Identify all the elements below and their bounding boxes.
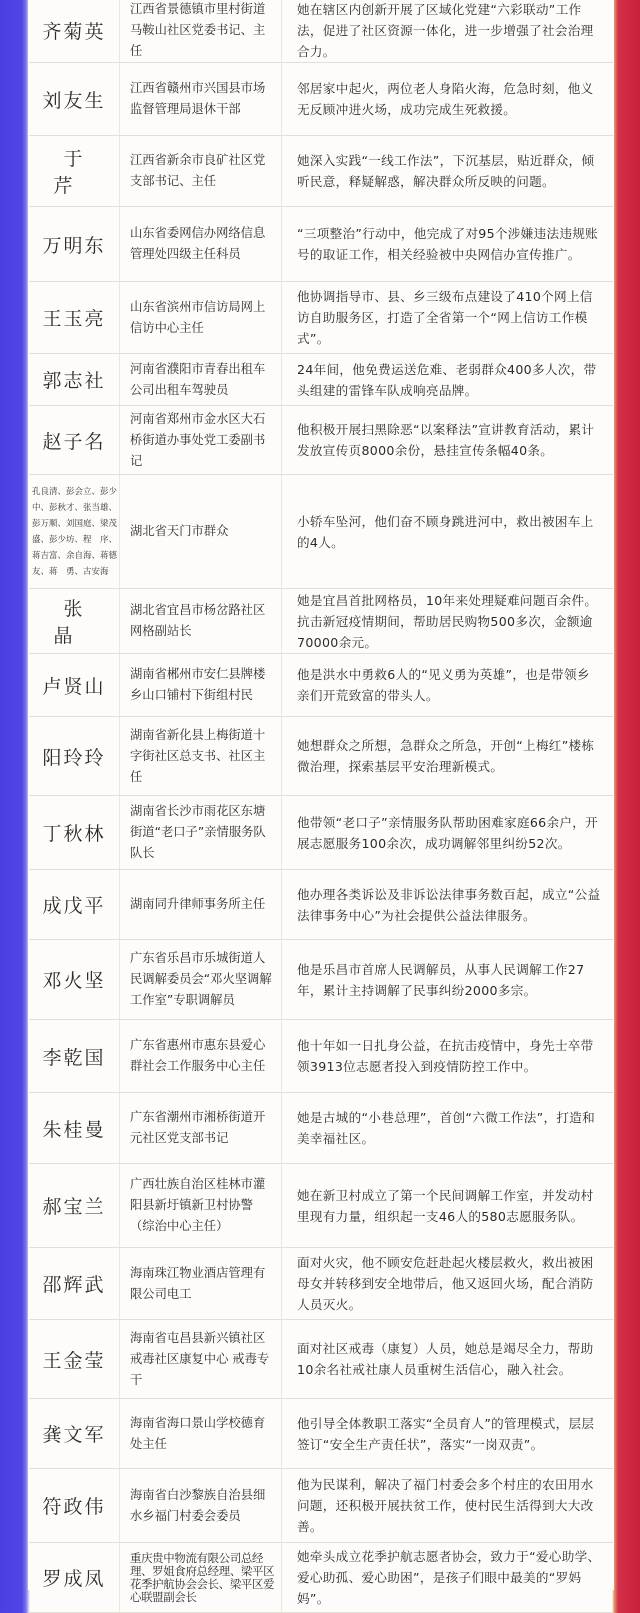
unit-title-cell: 海南省海口景山学校德育处主任: [120, 1399, 282, 1469]
unit-title-cell: 湖南省新化县上梅街道十字街社区总支书、社区主任: [120, 717, 282, 796]
deed-description-cell: “三项整治”行动中，他完成了对95个涉嫌违法违规账号的取证工作，相关经验被中央网信办宣传推广。: [282, 207, 614, 282]
unit-title-cell: 海南省白沙黎族自治县细水乡福门村委会委员: [120, 1469, 282, 1543]
deed-description-cell: 她想群众之所想，急群众之所急，开创“上梅红”楼栋微治理，探索基层平安治理新模式。: [282, 717, 614, 796]
table-row: [29, 406, 613, 475]
name-cell: 龚文军: [29, 1399, 120, 1469]
unit-title-cell: 湖南省郴州市安仁县牌楼乡山口铺村下街组村民: [120, 654, 282, 717]
unit-title-cell: 江西省新余市良矿社区党支部书记、主任: [120, 136, 282, 207]
table-row: [29, 1093, 613, 1164]
name-cell: 张晶: [29, 589, 120, 654]
deed-description-cell: 他积极开展扫黑除恶“以案释法”宣讲教育活动，累计发放宣传页8000余份，悬挂宣传条幅40条。: [282, 406, 614, 475]
table-row: [29, 1164, 613, 1248]
table-row: [29, 1469, 613, 1543]
table-row: [29, 1320, 613, 1399]
name-cell: 万明东: [29, 207, 120, 282]
name-cell: 符政伟: [29, 1469, 120, 1543]
unit-title-cell: 山东省滨州市信访局网上信访中心主任: [120, 282, 282, 354]
deed-description-cell: 他协调指导市、县、乡三级布点建设了410个网上信访自助服务区，打造了全省第一个“网上信访工作模式”。: [282, 282, 614, 354]
unit-title-cell: 湖北省天门市群众: [120, 475, 282, 589]
table-row: [29, 589, 613, 654]
deed-description-cell: 她在新卫村成立了第一个民间调解工作室，并发动村里现有力量，组织起一支46人的580志愿服务队。: [282, 1164, 614, 1248]
unit-title-cell: 广东省惠州市惠东县爱心群社会工作服务中心主任: [120, 1020, 282, 1093]
table-row: [29, 1543, 613, 1613]
deed-description-cell: 24年间，他免费运送危难、老弱群众400多人次，带头组建的雷锋车队成响亮品牌。: [282, 354, 614, 406]
table-row: [29, 0, 613, 63]
unit-title-cell: 海南珠江物业酒店管理有限公司电工: [120, 1248, 282, 1320]
table-row: [29, 717, 613, 796]
table-row: [29, 1020, 613, 1093]
name-cell: 王玉亮: [29, 282, 120, 354]
name-cell: 齐菊英: [29, 0, 120, 63]
deed-description-cell: 她是古城的“小巷总理”，首创“六微工作法”，打造和美幸福社区。: [282, 1093, 614, 1164]
name-cell: 朱桂曼: [29, 1093, 120, 1164]
deed-description-cell: 他十年如一日扎身公益，在抗击疫情中，身先士卒带领3913位志愿者投入到疫情防控工作中。: [282, 1020, 614, 1093]
name-cell: 丁秋林: [29, 796, 120, 870]
name-cell: 邓火坚: [29, 940, 120, 1020]
table-row: [29, 207, 613, 282]
honor-roll-table: [29, 0, 613, 1613]
deed-description-cell: 他引导全体教职工落实“全员育人”的管理模式，层层签订“安全生产责任状”，落实“一岗双责”。: [282, 1399, 614, 1469]
name-cell: 卢贤山: [29, 654, 120, 717]
unit-title-cell: 广东省乐昌市乐城街道人民调解委员会“邓火坚调解工作室”专职调解员: [120, 940, 282, 1020]
deed-description-cell: 他为民谋利，解决了福门村委会多个村庄的农田用水问题，还积极开展扶贫工作，使村民生活得到大大改善。: [282, 1469, 614, 1543]
deed-description-cell: 他带领“老口子”亲情服务队帮助困难家庭66余户，开展志愿服务100余次，成功调解邻里纠纷52次。: [282, 796, 614, 870]
name-cell: 成戊平: [29, 870, 120, 940]
deed-description-cell: 小轿车坠河，他们奋不顾身跳进河中，救出被困车上的4人。: [282, 475, 614, 589]
name-cell: 邵辉武: [29, 1248, 120, 1320]
deed-description-cell: 面对火灾，他不顾安危赶赴起火楼层救火，救出被困母女并转移到安全地带后，他又返回火场，配合消防人员灭火。: [282, 1248, 614, 1320]
deed-description-cell: 邻居家中起火，两位老人身陷火海，危急时刻，他义无反顾冲进火场，成功完成生死救援。: [282, 63, 614, 136]
name-cell: 王金莹: [29, 1320, 120, 1399]
name-cell: 郝宝兰: [29, 1164, 120, 1248]
name-cell: 赵子名: [29, 406, 120, 475]
unit-title-cell: 海南省屯昌县新兴镇社区戒毒社区康复中心 戒毒专干: [120, 1320, 282, 1399]
table-row: [29, 940, 613, 1020]
table-row: [29, 796, 613, 870]
name-cell: 于芹: [29, 136, 120, 207]
unit-title-cell: 山东省委网信办网络信息管理处四级主任科员: [120, 207, 282, 282]
table-row: [29, 354, 613, 406]
deed-description-cell: 他是乐昌市首席人民调解员，从事人民调解工作27年，累计主持调解了民事纠纷2000多宗。: [282, 940, 614, 1020]
unit-title-cell: 湖南省长沙市雨花区东塘街道“老口子”亲情服务队队长: [120, 796, 282, 870]
unit-title-cell: 湖南同升律师事务所主任: [120, 870, 282, 940]
name-cell: 罗成凤: [29, 1543, 120, 1613]
deed-description-cell: 她牵头成立花季护航志愿者协会，致力于“爱心助学、爱心助孤、爱心助困”，是孩子们眼中最美的“罗妈妈”。: [282, 1543, 614, 1613]
deed-description-cell: 她深入实践“一线工作法”，下沉基层，贴近群众，倾听民意，释疑解惑，解决群众所反映的问题。: [282, 136, 614, 207]
deed-description-cell: 她是宜昌首批网格员，10年来处理疑难问题百余件。抗击新冠疫情期间，帮助居民购物500多次，金额逾70000余元。: [282, 589, 614, 654]
unit-title-cell: 河南省郑州市金水区大石桥街道办事处党工委副书记: [120, 406, 282, 475]
group-names-cell: 孔良清、彭会立、彭少中、彭秋才、张当雄、彭万顺、刘国庭、梁茂盛、彭少坊、程 序、蒋吉富、余自海、蒋德友、蒋 勇、古安海: [29, 475, 120, 589]
deed-description-cell: 他是洪水中勇救6人的“见义勇为英雄”，也是带领乡亲们开荒致富的带头人。: [282, 654, 614, 717]
name-cell: 刘友生: [29, 63, 120, 136]
table-row: [29, 63, 613, 136]
name-cell: 郭志社: [29, 354, 120, 406]
table-row: [29, 654, 613, 717]
unit-title-cell: 河南省濮阳市青春出租车公司出租车驾驶员: [120, 354, 282, 406]
table-row: [29, 1248, 613, 1320]
table-row: [29, 136, 613, 207]
deed-description-cell: 他办理各类诉讼及非诉讼法律事务数百起，成立“公益法律事务中心”为社会提供公益法律服务。: [282, 870, 614, 940]
unit-title-cell: 重庆贵中物流有限公司总经理、罗姐食府总经理、梁平区花季护航协会会长、梁平区爱心联盟副会长: [120, 1543, 282, 1613]
table-row: [29, 1399, 613, 1469]
unit-title-cell: 湖北省宜昌市杨岔路社区网格副站长: [120, 589, 282, 654]
deed-description-cell: 面对社区戒毒（康复）人员，她总是竭尽全力，帮助10余名社戒社康人员重树生活信心，融入社会。: [282, 1320, 614, 1399]
unit-title-cell: 江西省景德镇市里村街道马鞍山社区党委书记、主任: [120, 0, 282, 63]
unit-title-cell: 广西壮族自治区桂林市灌阳县新圩镇新卫村协警（综治中心主任）: [120, 1164, 282, 1248]
deed-description-cell: 她在辖区内创新开展了区域化党建“六彩联动”工作法，促进了社区资源一体化，进一步增强了社会治理合力。: [282, 0, 614, 63]
table-row: [29, 282, 613, 354]
table-row: [29, 870, 613, 940]
name-cell: 李乾国: [29, 1020, 120, 1093]
unit-title-cell: 广东省潮州市湘桥街道开元社区党支部书记: [120, 1093, 282, 1164]
table-row: [29, 475, 613, 589]
unit-title-cell: 江西省赣州市兴国县市场监督管理局退休干部: [120, 63, 282, 136]
name-cell: 阳玲玲: [29, 717, 120, 796]
